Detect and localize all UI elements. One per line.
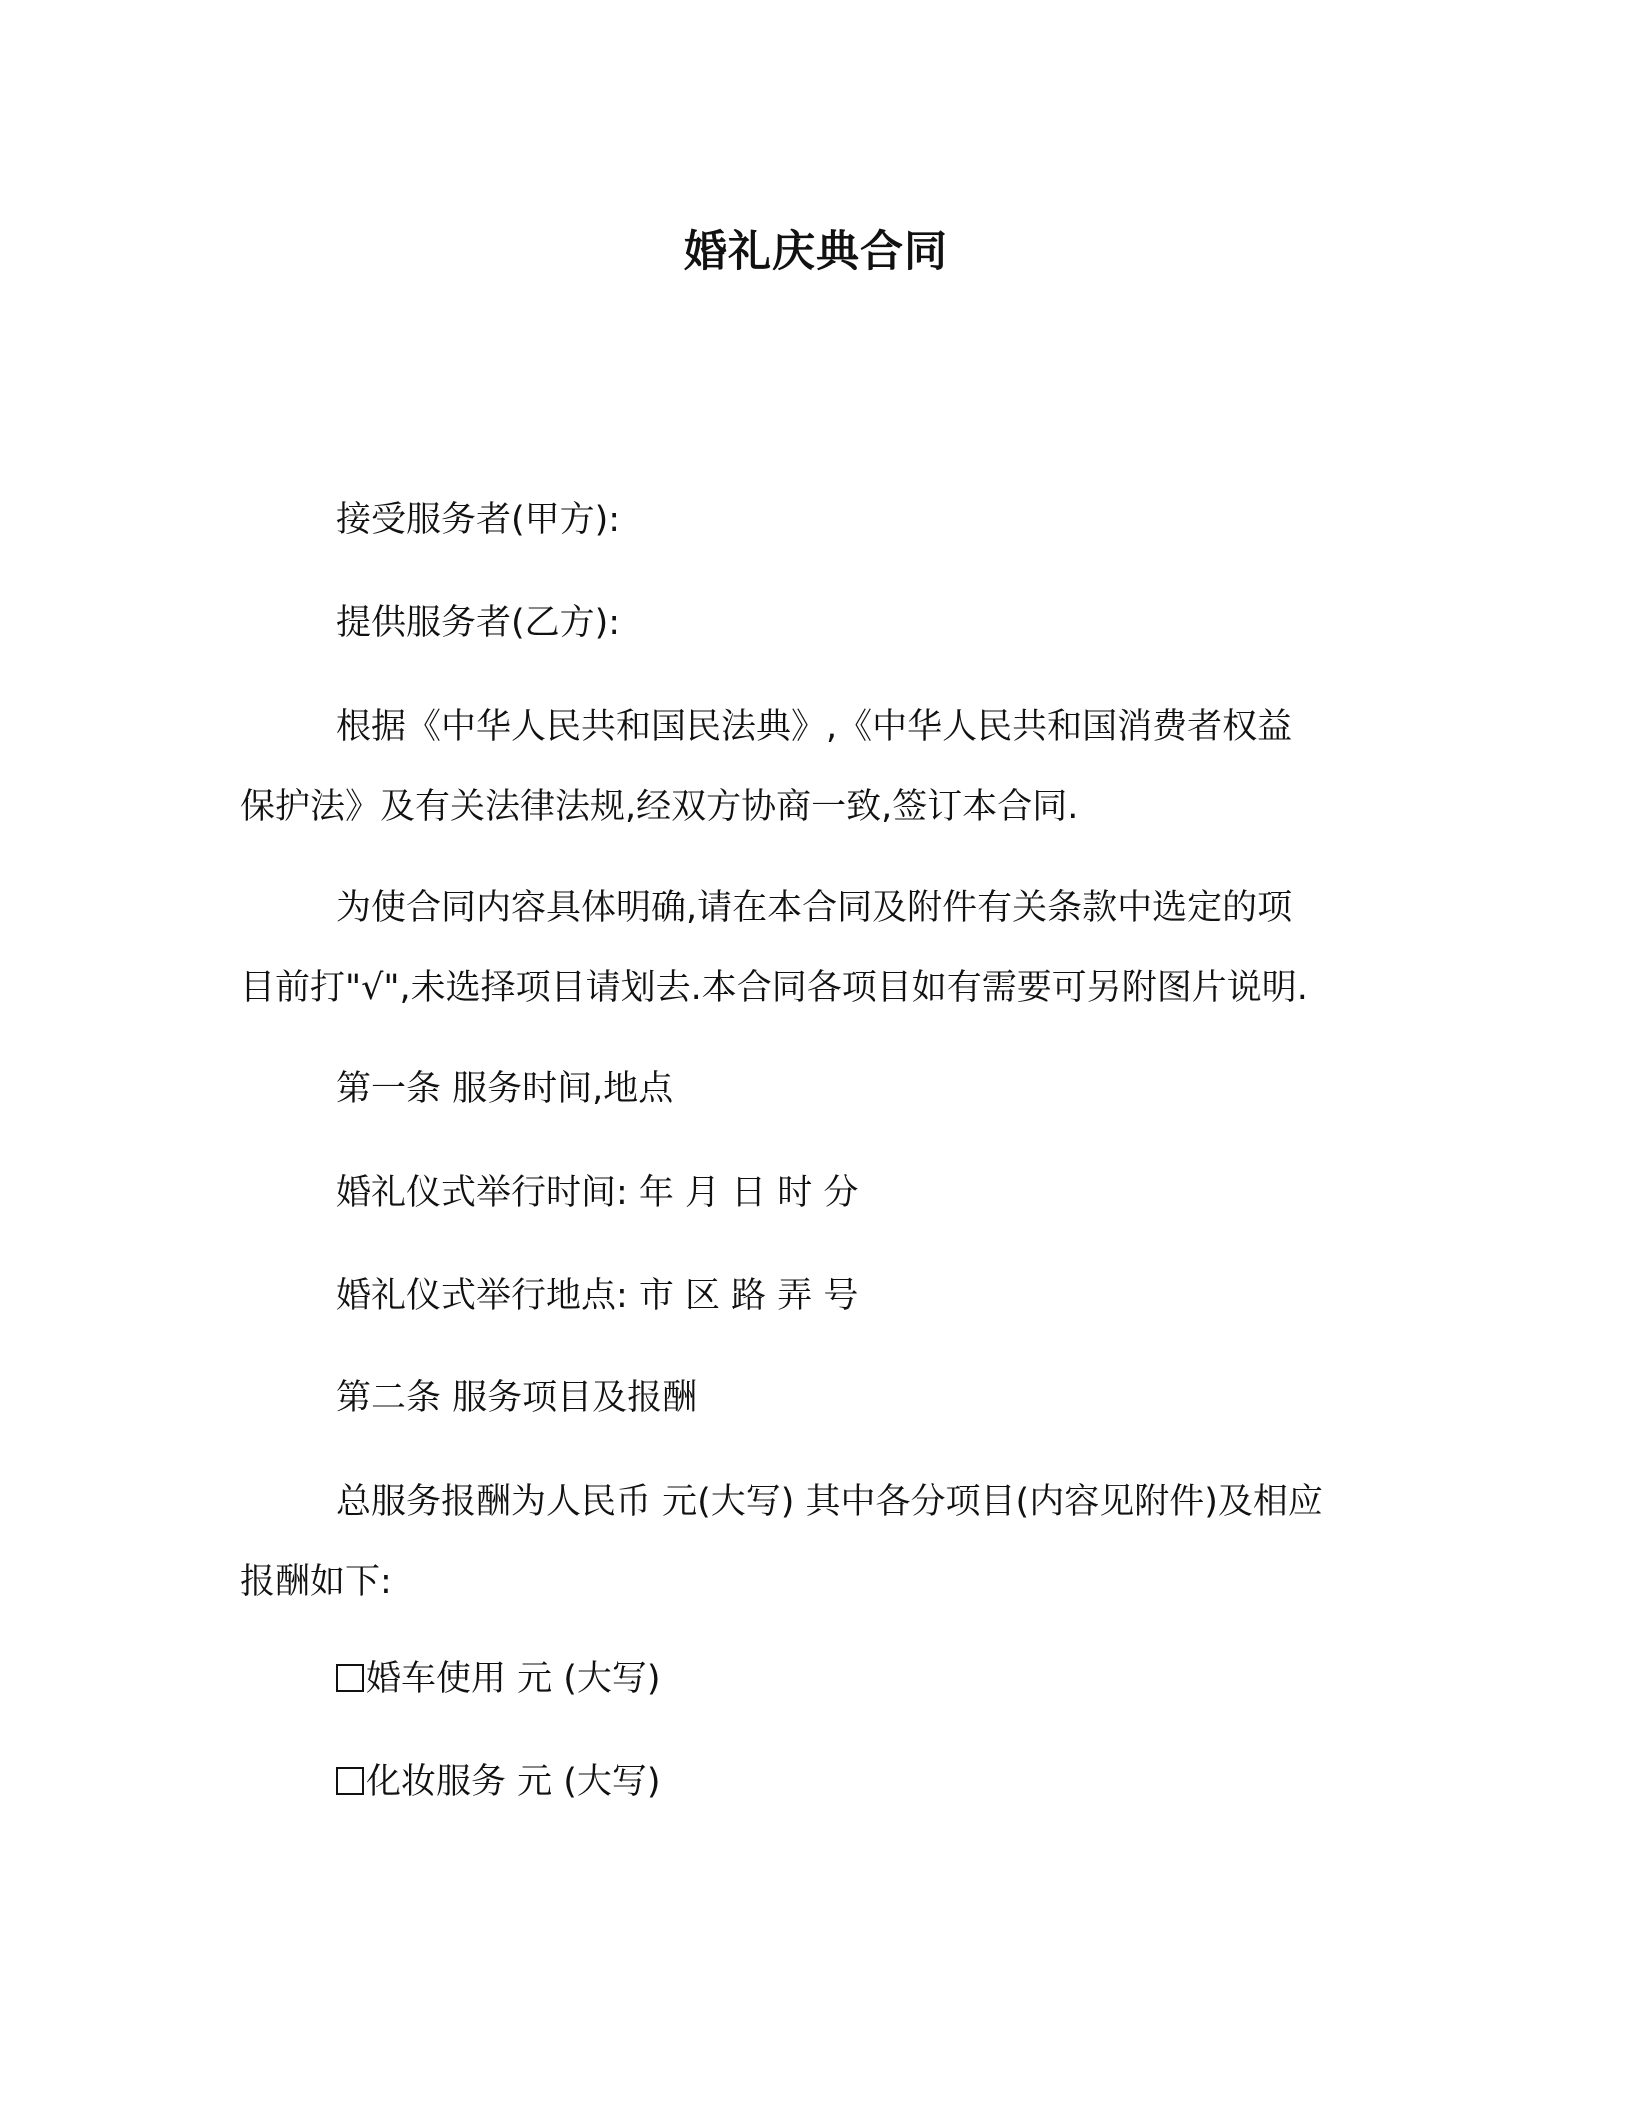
- legal-basis-line-1: 根据《中华人民共和国民法典》,《中华人民共和国消费者权益: [336, 707, 1293, 747]
- makeup-checkbox[interactable]: [336, 1767, 364, 1795]
- total-fee-line-1: 总服务报酬为人民币 元(大写) 其中各分项目(内容见附件)及相应: [336, 1482, 1323, 1522]
- makeup-label: 化妆服务 元 (大写): [366, 1762, 661, 1802]
- instruction-paragraph: [240, 868, 1390, 1028]
- ceremony-place-line: 婚礼仪式举行地点: 市 区 路 弄 号: [336, 1276, 859, 1316]
- wedding-car-checkbox[interactable]: [336, 1664, 364, 1692]
- party-a-line: 接受服务者(甲方):: [336, 500, 621, 540]
- document-title: 婚礼庆典合同: [684, 227, 948, 277]
- ceremony-time-line: 婚礼仪式举行时间: 年 月 日 时 分: [336, 1173, 859, 1213]
- article-1-heading: 第一条 服务时间,地点: [336, 1069, 674, 1109]
- total-fee-line-2: 报酬如下:: [240, 1562, 392, 1602]
- legal-basis-paragraph: [240, 687, 1390, 847]
- instruction-line-2: 目前打"√",未选择项目请划去.本合同各项目如有需要可另附图片说明.: [240, 968, 1308, 1008]
- instruction-line-1: 为使合同内容具体明确,请在本合同及附件有关条款中选定的项: [336, 888, 1293, 928]
- wedding-car-label: 婚车使用 元 (大写): [366, 1659, 661, 1699]
- article-2-heading: 第二条 服务项目及报酬: [336, 1378, 698, 1418]
- service-item-wedding-car: [240, 1639, 1486, 1719]
- legal-basis-line-2: 保护法》及有关法律法规,经双方协商一致,签订本合同.: [240, 787, 1079, 827]
- total-fee-paragraph: [240, 1462, 1390, 1622]
- service-item-makeup: [240, 1742, 1486, 1822]
- party-b-line: 提供服务者(乙方):: [336, 603, 621, 643]
